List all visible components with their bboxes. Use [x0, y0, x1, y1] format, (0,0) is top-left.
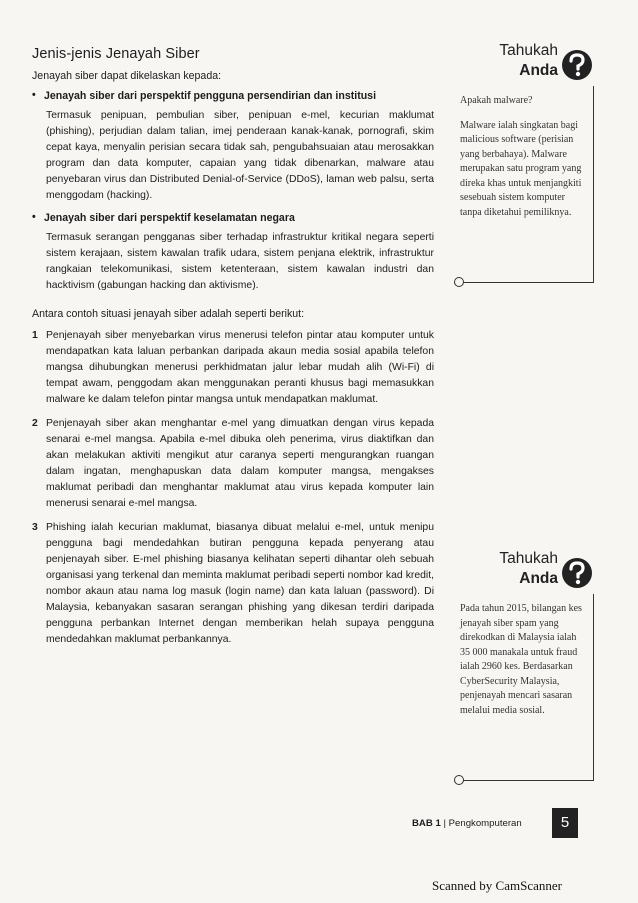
box-title	[454, 40, 594, 86]
box-text: Malware ialah singkatan bagi malicious software (perisian yang berbahaya). Malware merupakan satu program yang direka khas untuk menjangkiti sesebuah sistem komputer tanpa diketahui pemiliknya.	[460, 119, 582, 218]
box-title-line2: Anda	[519, 570, 558, 587]
chapter-title: Pengkomputeran	[448, 818, 522, 829]
bullet-heading-1: • Jenayah siber dari perspektif pengguna persendirian dan institusi	[32, 90, 434, 102]
page-footer: BAB 1 | Pengkomputeran	[412, 818, 522, 829]
item-text: Penjenayah siber menyebarkan virus menerusi telefon pintar atau komputer untuk mendapatkan kata laluan perbankan daripada akaun media sosial apabila telefon mangsa dihubungkan menerusi perkhidmatan jalur lebar mudah alih (Wi-Fi) di tempat awam, penggodam akan menggunakan peranti khusus bagi memasukkan malware ke dalam telefon pintar mangsa untuk mendapatkan maklumat.	[46, 330, 434, 405]
did-you-know-box-1	[454, 40, 594, 283]
box-body	[454, 86, 594, 283]
chapter-number: BAB 1	[412, 818, 441, 829]
list-item	[32, 520, 434, 648]
bullet-text-2: Termasuk serangan pengganas siber terhadap infrastruktur kritikal negara seperti sistem kerajaan, sistem kawalan trafik udara, sistem penjana elektrik, infrastruktur rangkaian telekomunikasi, sistem ketenteraan, sistem kawalan industri dan hacktivism (gabungan hacking dan aktivisme).	[46, 232, 434, 291]
box-title-line1: Tahukah	[499, 42, 558, 59]
box-body	[454, 594, 594, 781]
box-text: Pada tahun 2015, bilangan kes jenayah siber spam yang direkodkan di Malaysia ialah 35 000 manakala untuk fraud ialah 2960 kes. Berdasarkan CyberSecurity Malaysia, penjenayah mencari sasaran melalui media sosial.	[460, 603, 582, 716]
item-number: 2	[32, 418, 38, 429]
bullet-text-1: Termasuk penipuan, pembulian siber, penipuan e-mel, kecurian maklumat (phishing), perjudian dalam talian, imej penderaan kanak-kanak, pornografi, skim cepat kaya, menyalin perisian secara tidak sah, pengubahsuaian atau merosakkan program dan data komputer, capaian yang tidak dibenarkan, malware atau penyebaran virus dan Distributed Denial-of-Service (DDoS), laman web palsu, serta menggodam (hacking).	[46, 110, 434, 201]
item-text: Penjenayah siber akan menghantar e-mel yang dimuatkan dengan virus kepada senarai e-mel mangsa. Apabila e-mel dibuka oleh penerima, virus diaktifkan dan akan melakukan aktiviti mengikut atur caranya seperti mengurangkan ruangan dalam ingatan, menghapuskan data dalam komputer mangsa, mengakses maklumat peribadi dan menghantar maklumat atau virus kepada komputer lain menerusi senarai e-mel mangsa.	[46, 418, 434, 509]
main-content	[32, 46, 434, 656]
box-title	[454, 548, 594, 594]
bullet-heading-2: • Jenayah siber dari perspektif keselamatan negara	[32, 212, 434, 224]
item-number: 1	[32, 330, 38, 341]
question-mark-icon	[560, 556, 594, 590]
item-text: Phishing ialah kecurian maklumat, biasanya dibuat melalui e-mel, untuk menipu pengguna bagi mendedahkan butiran pengguna kepada penyerang atau penjenayah siber. E-mel phishing biasanya kelihatan seperti dihantar oleh sebuah organisasi yang terkenal dan meminta maklumat peribadi seperti nombor kad kredit, nombor akaun atau nama log masuk (login name) dan kata laluan (password). Di Malaysia, kebanyakan sasaran serangan phishing yang dikesan terdiri daripada pengguna perbankan Internet dengan memberikan helah supaya pengguna mendedahkan maklumat perbankannya.	[46, 522, 434, 645]
question-mark-icon	[560, 48, 594, 82]
item-number: 3	[32, 522, 38, 533]
scanner-watermark: Scanned by CamScanner	[432, 878, 562, 893]
box-end-dot	[454, 775, 464, 785]
list-item	[32, 328, 434, 408]
box-question: Apakah malware?	[460, 95, 533, 106]
box-end-dot	[454, 277, 464, 287]
box-title-line1: Tahukah	[499, 550, 558, 567]
list-item	[32, 416, 434, 512]
box-title-line2: Anda	[519, 62, 558, 79]
page-number: 5	[552, 808, 578, 838]
section-title: Jenis-jenis Jenayah Siber	[32, 46, 200, 62]
intro-text: Jenayah siber dapat dikelaskan kepada:	[32, 70, 222, 82]
did-you-know-box-2	[454, 548, 594, 781]
situasi-intro: Antara contoh situasi jenayah siber adalah seperti berikut:	[32, 308, 305, 320]
